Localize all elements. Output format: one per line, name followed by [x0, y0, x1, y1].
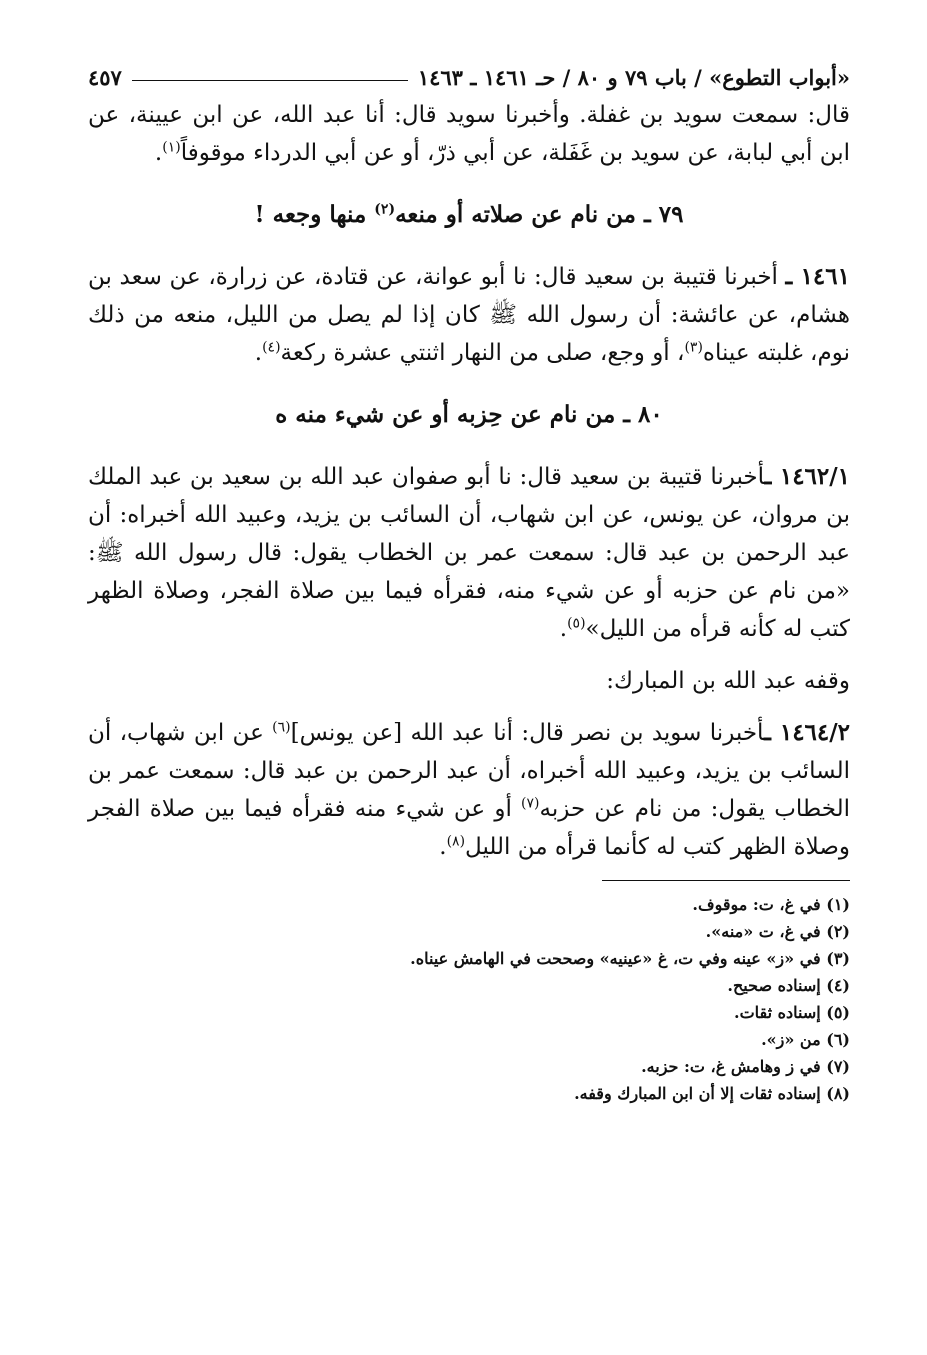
- footnote-marker: (٢): [374, 201, 396, 218]
- hadith-text: أو عن شيء منه فقرأه فيما بين صلاة الفجر وصلاة الظهر كتب له كأنما قرأه من الليل: [88, 796, 850, 860]
- hadith-number: ١٤٦٢/١ ـ: [764, 463, 851, 490]
- spacer: [88, 700, 850, 714]
- footnote-marker: (٦): [272, 719, 291, 736]
- footnote-marker: (٥): [567, 615, 586, 632]
- footnote-marker: (١): [162, 139, 181, 156]
- footnote: (٦) من «ز».: [761, 1030, 850, 1049]
- book-page: [88, 56, 850, 1107]
- footnote: (١) في غ، ت: موقوف.: [692, 895, 850, 914]
- hadith-1462: [88, 458, 850, 648]
- footnote-marker: (٤): [262, 339, 281, 356]
- chapter-79-title-a: ٧٩ ـ من نام عن صلاته أو منعه: [395, 201, 684, 228]
- footnote-marker: (٧): [521, 795, 540, 812]
- page-header: [88, 56, 850, 90]
- footnote-separator: [602, 880, 850, 881]
- footnote: (٧) في ز وهامش غ، ت: حزبه.: [641, 1057, 850, 1076]
- footnote-marker: (٨): [446, 833, 466, 850]
- intro-paragraph: [88, 96, 850, 172]
- hadith-end: .: [254, 340, 263, 366]
- hadith-number: ١٤٦٤/٢ ـ: [764, 719, 851, 746]
- page-number: ٤٥٧: [88, 65, 122, 90]
- running-title: «أبواب التطوع» / باب ٧٩ و ٨٠ / حـ ١٤٦١ ـ ١٤٦٣: [417, 65, 850, 90]
- chapter-79-heading: [88, 196, 850, 234]
- footnote: (٤) إسناده صحيح.: [727, 976, 850, 995]
- intro-text: قال: سمعت سويد بن غفلة. وأخبرنا سويد قال: أنا عبد الله، عن ابن عيينة، عن ابن أبي لبابة، عن سويد بن غَفَلة، عن أبي ذرّ، أو عن أبي الدرداء موقوفاً: [88, 102, 850, 166]
- hadith-1461: [88, 258, 850, 372]
- intro-end: .: [154, 140, 163, 166]
- hadith-text: أخبرنا قتيبة بن سعيد قال: نا أبو عوانة، عن قتادة، عن زرارة، عن سعد بن هشام، عن عائشة: أن رسول الله ﷺ كان إذا لم يصل من الليل، منعه من ذلك نوم، غلبته عيناه: [88, 264, 850, 366]
- chapter-79-title-b: منها وجعه !: [254, 201, 375, 228]
- hadith-1464: [88, 714, 850, 866]
- hadith-end: .: [439, 834, 447, 860]
- hadith-text: ، أو وجع، صلى من النهار اثنتي عشرة ركعة: [280, 340, 685, 366]
- hadith-text: أخبرنا قتيبة بن سعيد قال: نا أبو صفوان عبد الله بن سعيد بن عبد الملك بن مروان، عن يونس، عن ابن شهاب، أن السائب بن يزيد، وعبيد الله أخبراه: أن عبد الرحمن بن عبد قال: سمعت عمر بن الخطاب يقول: قال رسول الله ﷺ: «من نام عن حزبه أو عن شيء منه، فقرأه فيما بين صلاة الفجر، وصلاة الظهر كتب له كأنه قرأه من الليل»: [88, 464, 850, 642]
- footnotes: [88, 891, 850, 1107]
- footnote-marker: (٣): [684, 339, 703, 356]
- hadith-text: عن ابن شهاب، أن السائب بن يزيد، وعبيد الله أخبراه، أن عبد الرحمن بن عبد قال: سمعت عمر بن الخطاب يقول: من نام عن حزبه: [88, 720, 850, 822]
- chapter-80-heading: ٨٠ ـ من نام عن حِزبه أو عن شيء منه ه: [275, 401, 663, 428]
- spacer: [88, 648, 850, 662]
- mawquf-note: وقفه عبد الله بن المبارك:: [606, 668, 850, 694]
- hadith-number: ١٤٦١ ـ: [785, 263, 850, 290]
- footnote: (٥) إسناده ثقات.: [734, 1003, 850, 1022]
- header-rule: [132, 80, 408, 81]
- footnote: (٨) إسناده ثقات إلا أن ابن المبارك وقفه.: [574, 1084, 850, 1103]
- hadith-text: أخبرنا سويد بن نصر قال: أنا عبد الله [عن يونس]: [290, 720, 765, 746]
- footnote: (٣) في «ز» عينه وفي ت، غ «عينيه» وصححت في الهامش عيناه.: [410, 949, 850, 968]
- footnote: (٢) في غ، ت «منه».: [705, 922, 850, 941]
- hadith-end: .: [559, 616, 568, 642]
